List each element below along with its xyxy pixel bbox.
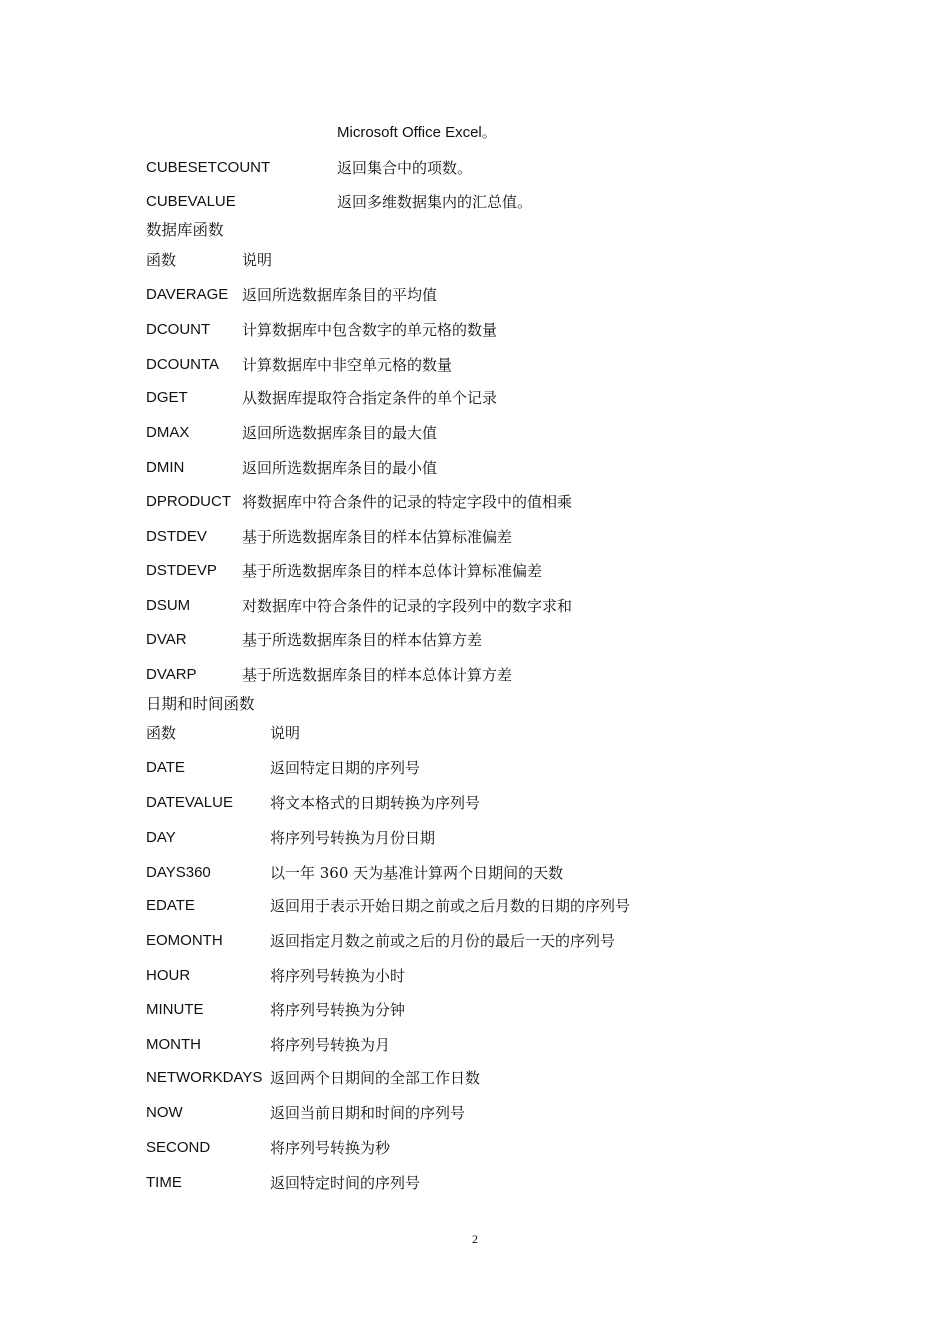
function-description: 将数据库中符合条件的记录的特定字段中的值相乘 (242, 493, 573, 511)
function-name: NETWORKDAYS (146, 1069, 263, 1086)
column-header-description: 说明 (242, 251, 273, 269)
function-name: CUBEVALUE (146, 193, 236, 210)
function-description: 返回当前日期和时间的序列号 (270, 1104, 466, 1122)
column-header-description: 说明 (270, 724, 301, 742)
function-name: DPRODUCT (146, 493, 231, 510)
function-name: DAVERAGE (146, 286, 229, 303)
cube-continuation-text: Microsoft Office Excel。 (337, 124, 497, 141)
function-description: 返回多维数据集内的汇总值。 (337, 193, 533, 211)
function-name: DAY (146, 829, 176, 846)
function-name: DSTDEVP (146, 562, 217, 579)
page-number: 2 (472, 1232, 478, 1246)
function-description: 将序列号转换为秒 (270, 1139, 391, 1157)
section-heading-database: 数据库函数 (146, 221, 224, 239)
function-name: HOUR (146, 967, 191, 984)
function-description: 基于所选数据库条目的样本估算方差 (242, 631, 483, 649)
function-description: 对数据库中符合条件的记录的字段列中的数字求和 (242, 597, 573, 615)
function-description: 基于所选数据库条目的样本总体计算方差 (242, 666, 513, 684)
function-name: CUBESETCOUNT (146, 159, 271, 176)
function-name: DSTDEV (146, 528, 207, 545)
function-name: DCOUNT (146, 321, 211, 338)
function-description: 返回特定时间的序列号 (270, 1174, 421, 1192)
function-name: DMIN (146, 459, 185, 476)
function-description: 将序列号转换为分钟 (270, 1001, 406, 1019)
function-name: DVARP (146, 666, 197, 683)
function-name: EOMONTH (146, 932, 223, 949)
function-name: DAYS360 (146, 864, 211, 881)
function-description: 以一年 360 天为基准计算两个日期间的天数 (270, 864, 564, 882)
function-name: DSUM (146, 597, 191, 614)
function-description: 返回集合中的项数。 (337, 159, 473, 177)
function-name: MONTH (146, 1036, 201, 1053)
function-name: TIME (146, 1174, 182, 1191)
function-description: 将序列号转换为月 (270, 1036, 391, 1054)
function-description: 基于所选数据库条目的样本估算标准偏差 (242, 528, 513, 546)
function-description: 返回两个日期间的全部工作日数 (270, 1069, 481, 1087)
function-description: 从数据库提取符合指定条件的单个记录 (242, 389, 498, 407)
column-header-function: 函数 (146, 251, 177, 269)
function-description: 返回所选数据库条目的平均值 (242, 286, 438, 304)
function-description: 基于所选数据库条目的样本总体计算标准偏差 (242, 562, 543, 580)
function-description: 返回特定日期的序列号 (270, 759, 421, 777)
function-name: NOW (146, 1104, 183, 1121)
function-description: 计算数据库中非空单元格的数量 (242, 356, 453, 374)
function-name: DVAR (146, 631, 187, 648)
function-name: DMAX (146, 424, 190, 441)
function-name: DATE (146, 759, 185, 776)
function-description: 将文本格式的日期转换为序列号 (270, 794, 481, 812)
section-heading-datetime: 日期和时间函数 (146, 695, 255, 713)
function-description: 计算数据库中包含数字的单元格的数量 (242, 321, 498, 339)
function-description: 将序列号转换为小时 (270, 967, 406, 985)
function-name: DCOUNTA (146, 356, 220, 373)
function-description: 返回所选数据库条目的最大值 (242, 424, 438, 442)
function-description: 返回用于表示开始日期之前或之后月数的日期的序列号 (270, 897, 631, 915)
function-name: SECOND (146, 1139, 211, 1156)
function-name: MINUTE (146, 1001, 204, 1018)
column-header-function: 函数 (146, 724, 177, 742)
function-name: EDATE (146, 897, 195, 914)
function-description: 返回所选数据库条目的最小值 (242, 459, 438, 477)
function-description: 将序列号转换为月份日期 (270, 829, 436, 847)
function-name: DATEVALUE (146, 794, 233, 811)
function-name: DGET (146, 389, 188, 406)
function-description: 返回指定月数之前或之后的月份的最后一天的序列号 (270, 932, 616, 950)
